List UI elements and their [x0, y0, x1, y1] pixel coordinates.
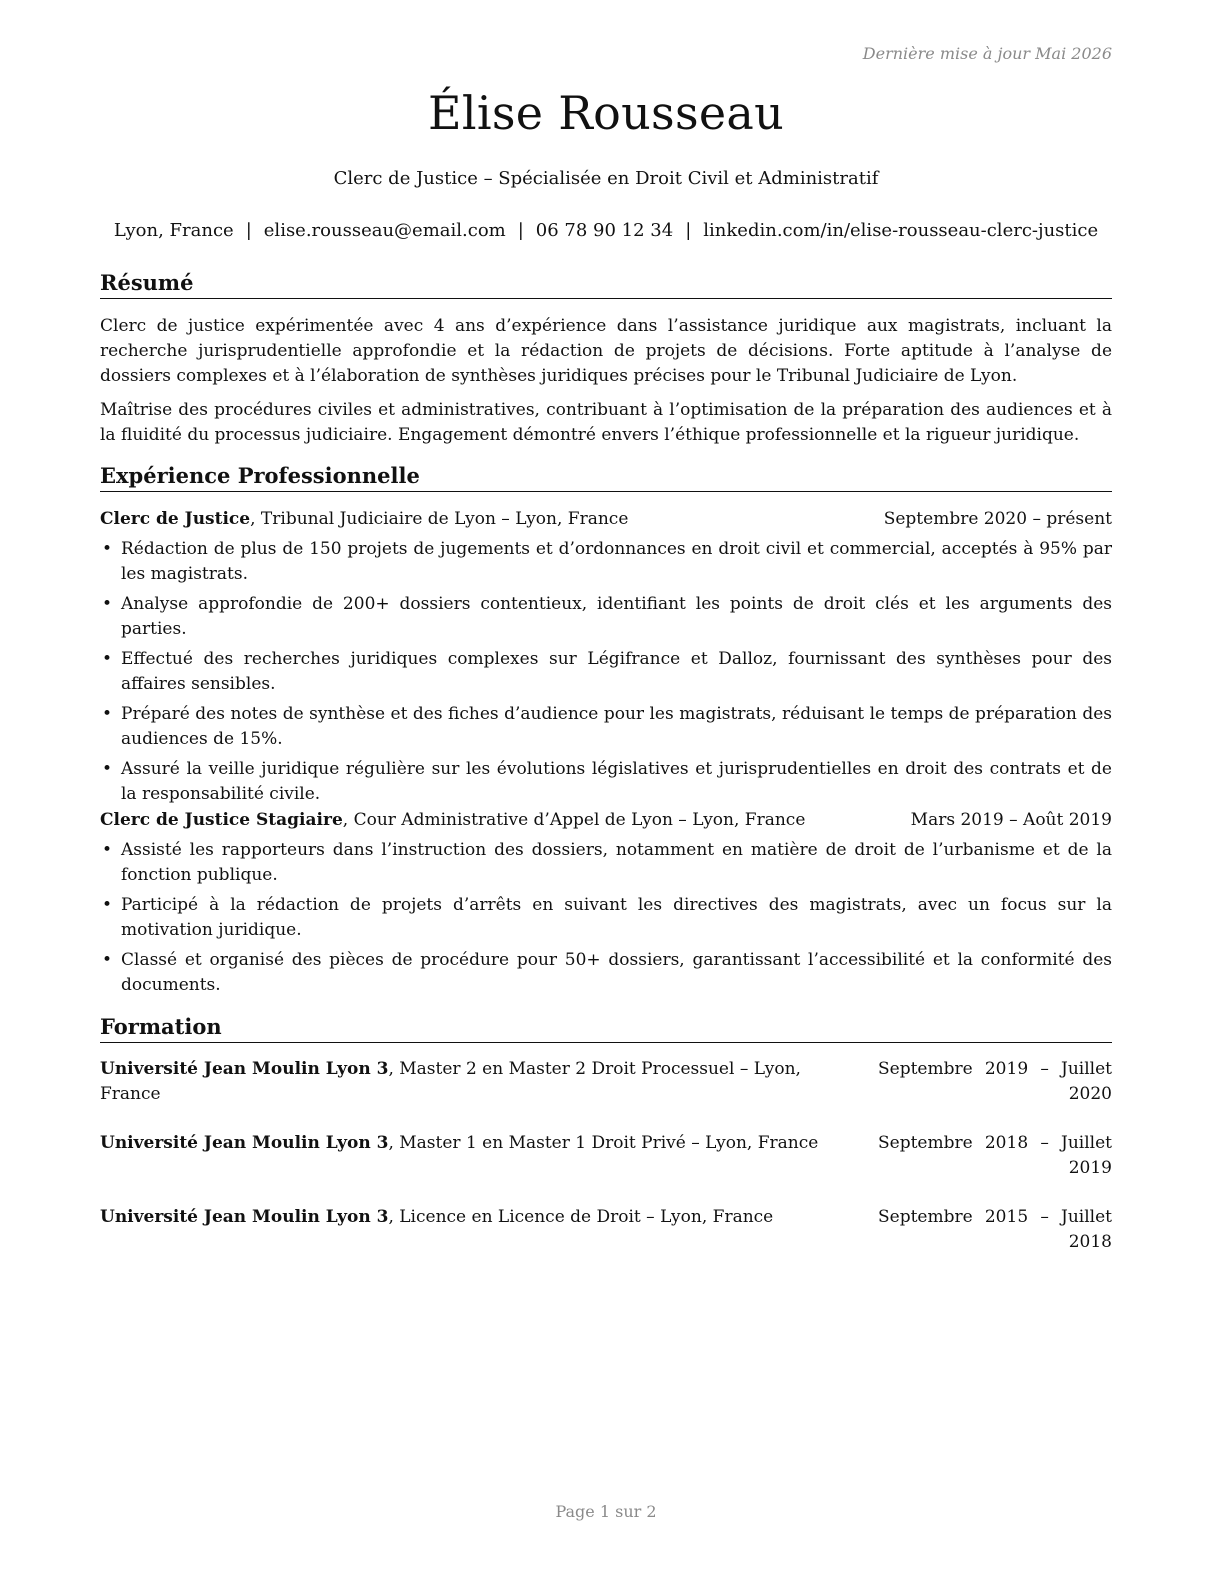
job-bullets [100, 838, 1112, 1003]
education-detail: , Licence en Licence de Droit – Lyon, France [388, 1207, 774, 1227]
page-number: Page 1 sur 2 [555, 1502, 657, 1521]
bullet-item: • Effectué des recherches juridiques complexes sur Légifrance et Dalloz, fournissant des synthèses pour des affaires sensibles. [100, 647, 1112, 697]
job-header [100, 507, 1112, 532]
education-dates: Septembre 2019 – Juillet 2020 [878, 1059, 1112, 1104]
job-organization: , Tribunal Judiciaire de Lyon – Lyon, France [250, 509, 629, 529]
contact-location: Lyon, France [113, 220, 234, 241]
job-role: Clerc de Justice Stagiaire [100, 810, 343, 830]
summary-paragraph: Maîtrise des procédures civiles et administratives, contribuant à l’optimisation de la préparation des audiences et à la fluidité du processus judiciaire. Engagement démontré envers l’éthique professionnelle et la rigueur juridique. [100, 400, 1112, 445]
resume-page [100, 0, 1112, 1584]
bullet-item: • Participé à la rédaction de projets d’arrêts en suivant les directives des magistrats, avec un focus sur la motivation juridique. [100, 893, 1112, 943]
bullet-item: • Assisté les rapporteurs dans l’instruction des dossiers, notamment en matière de droit de l’urbanisme et de la fonction publique. [100, 838, 1112, 888]
tagline: Clerc de Justice – Spécialisée en Droit Civil et Administratif [333, 168, 879, 189]
bullet-item: • Rédaction de plus de 150 projets de jugements et d’ordonnances en droit civil et commercial, acceptés à 95% par les magistrats. [100, 537, 1112, 587]
education-dates: Septembre 2015 – Juillet 2018 [878, 1207, 1112, 1252]
education-school: Université Jean Moulin Lyon 3 [100, 1133, 389, 1153]
education-dates: Septembre 2018 – Juillet 2019 [878, 1133, 1112, 1178]
contact-separator: | [245, 220, 252, 241]
education-school: Université Jean Moulin Lyon 3 [100, 1207, 389, 1227]
education-detail: , Master 2 en Master 2 Droit Processuel – Lyon, France [100, 1059, 801, 1104]
candidate-name: Élise Rousseau [427, 86, 785, 140]
job-dates: Mars 2019 – Août 2019 [910, 810, 1112, 830]
education-school: Université Jean Moulin Lyon 3 [100, 1059, 389, 1079]
contact-phone[interactable]: 06 78 90 12 34 [535, 220, 674, 241]
education-detail: , Master 1 en Master 1 Droit Privé – Lyon, France [388, 1133, 819, 1153]
job-bullets [100, 537, 1112, 812]
job-role: Clerc de Justice [100, 509, 251, 529]
contact-separator: | [517, 220, 524, 241]
job-organization: , Cour Administrative d’Appel de Lyon – Lyon, France [342, 810, 806, 830]
bullet-item: • Préparé des notes de synthèse et des fiches d’audience pour les magistrats, réduisant le temps de préparation des audiences de 15%. [100, 702, 1112, 752]
contact-linkedin[interactable]: linkedin.com/in/elise-rousseau-clerc-justice [703, 220, 1099, 241]
section-heading-summary: Résumé [100, 270, 1112, 299]
job-header [100, 808, 1112, 833]
summary-paragraph: Clerc de justice expérimentée avec 4 ans d’expérience dans l’assistance juridique aux magistrats, incluant la recherche jurisprudentielle approfondie et la rédaction de projets de décisions. Forte aptitude à l’analyse de dossiers complexes et à l’élaboration de synthèses juridiques précises pour le Tribunal Judiciaire de Lyon. [100, 316, 1112, 386]
contact-line [100, 220, 1112, 241]
bullet-item: • Analyse approfondie de 200+ dossiers contentieux, identifiant les points de droit clés et les arguments des parties. [100, 592, 1112, 642]
bullet-item: • Assuré la veille juridique régulière sur les évolutions législatives et jurisprudentielles en droit des contrats et de la responsabilité civile. [100, 757, 1112, 807]
section-heading-experience: Expérience Professionnelle [100, 463, 1112, 492]
contact-separator: | [685, 220, 692, 241]
job-dates: Septembre 2020 – présent [883, 509, 1112, 529]
last-updated: Dernière mise à jour Mai 2026 [862, 44, 1112, 63]
bullet-item: • Classé et organisé des pièces de procédure pour 50+ dossiers, garantissant l’accessibilité et la conformité des documents. [100, 948, 1112, 998]
contact-email[interactable]: elise.rousseau@email.com [263, 220, 506, 241]
section-heading-education: Formation [100, 1014, 1112, 1043]
